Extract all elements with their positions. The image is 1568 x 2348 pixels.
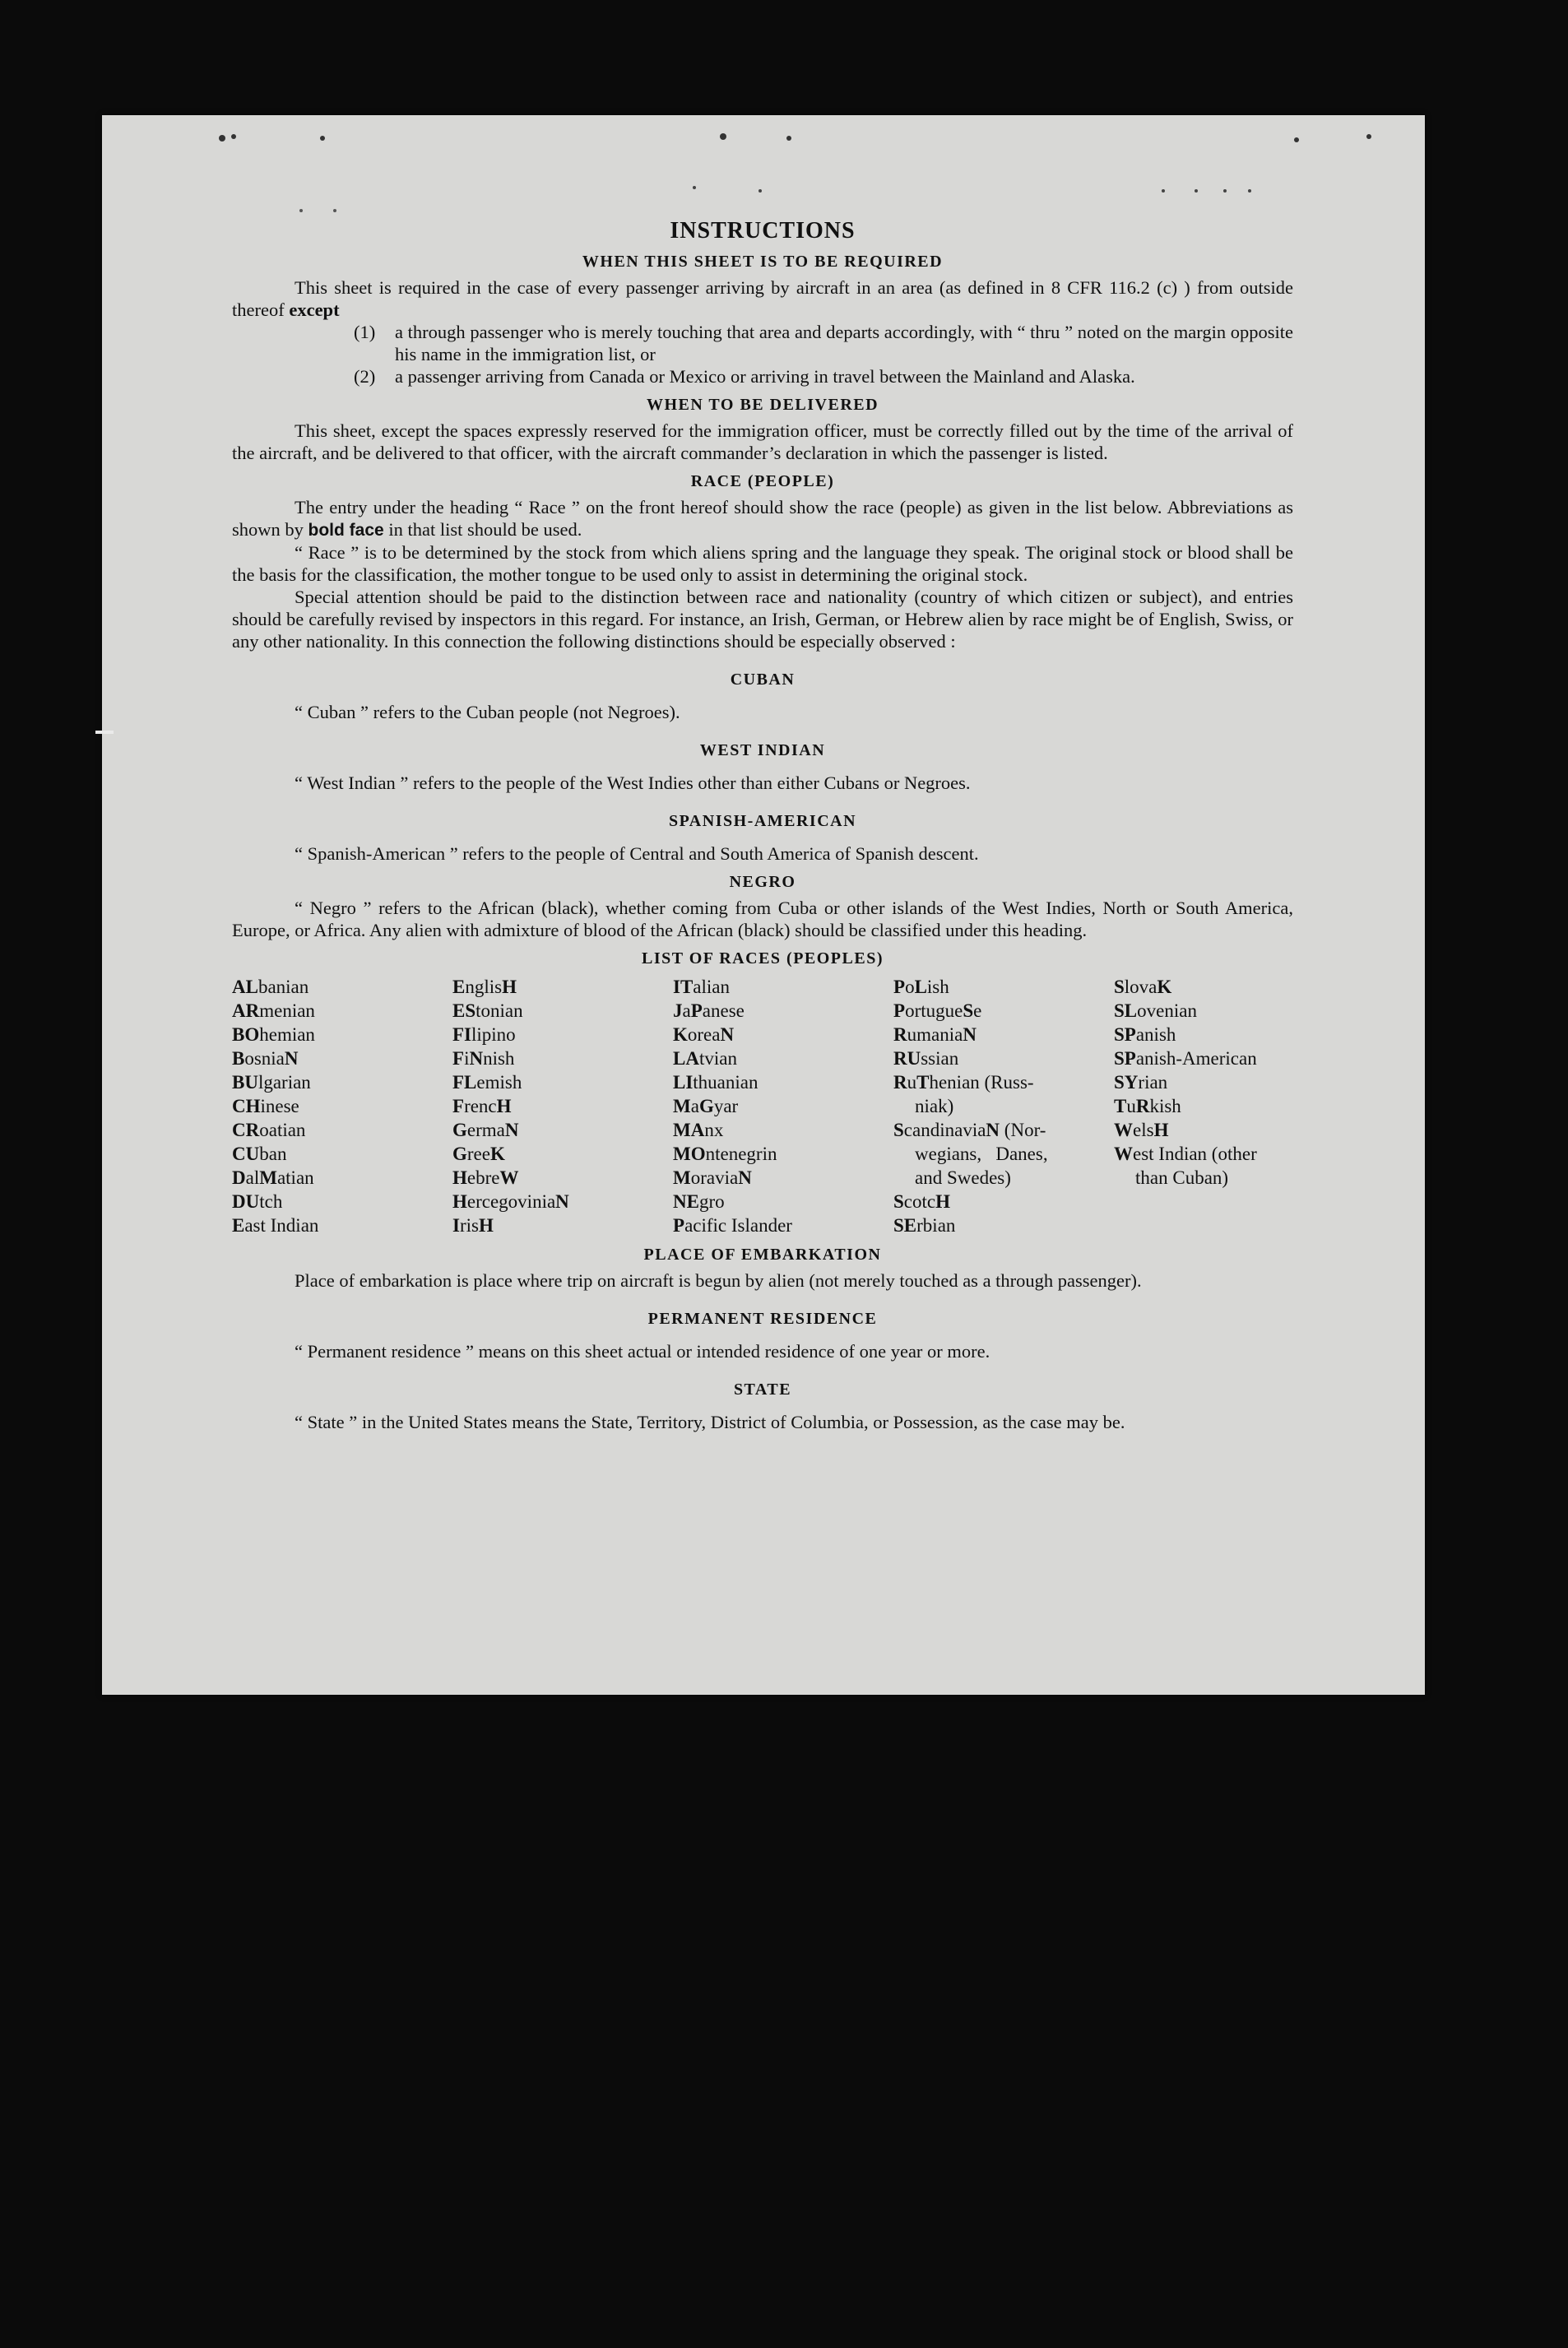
heading-cuban: CUBAN <box>730 671 796 689</box>
heading-required: WHEN THIS SHEET IS TO BE REQUIRED <box>582 253 944 271</box>
race-abbreviation: S <box>893 1191 904 1212</box>
race-text: lipino <box>471 1024 516 1045</box>
race-entry: niak) <box>915 1096 954 1116</box>
race-entry <box>232 1190 452 1213</box>
race-entry <box>673 1166 893 1190</box>
race-text: osnia <box>244 1048 285 1069</box>
race-abbreviation: BO <box>232 1024 260 1045</box>
instructions-body <box>232 218 1293 1433</box>
race-abbreviation: SE <box>893 1215 917 1236</box>
race-entry <box>452 999 673 1023</box>
race-entry <box>673 1046 893 1070</box>
race-paragraph-1 <box>232 496 1293 541</box>
race-abbreviation: G <box>698 1096 714 1116</box>
race-entry <box>452 1023 673 1046</box>
race-abbreviation: BU <box>232 1072 258 1093</box>
race-entry <box>1114 1094 1311 1118</box>
race-text: hemian <box>259 1024 315 1045</box>
race-abbreviation: AR <box>232 1000 260 1021</box>
heading-delivered: WHEN TO BE DELIVERED <box>646 396 879 414</box>
race-text: cotc <box>903 1191 936 1212</box>
races-column <box>673 975 893 1237</box>
race-text: nglis <box>465 977 503 997</box>
race-abbreviation: CH <box>232 1096 261 1116</box>
race-abbreviation: H <box>496 1096 512 1116</box>
race-abbreviation: E <box>232 1215 245 1236</box>
race-text: anish <box>1135 1024 1176 1045</box>
race-text: a <box>682 1000 691 1021</box>
race-entry <box>1114 1070 1311 1094</box>
race-entry <box>893 1213 1114 1237</box>
race-text: alian <box>693 977 730 997</box>
cuban-text: “ Cuban ” refers to the Cuban people (not Negroes). <box>295 702 680 722</box>
race-abbreviation: N <box>986 1120 1000 1140</box>
race-abbreviation: H <box>935 1191 950 1212</box>
race-abbreviation: G <box>452 1144 467 1164</box>
race-abbreviation: W <box>499 1167 519 1188</box>
race-text: inese <box>260 1096 299 1116</box>
race-entry <box>452 1070 673 1094</box>
race-text: thuanian <box>693 1072 758 1093</box>
races-column <box>893 975 1114 1237</box>
race-abbreviation: MO <box>673 1144 706 1164</box>
race-abbreviation: DU <box>232 1191 260 1212</box>
race-text: ercegovinia <box>466 1191 556 1212</box>
race-entry <box>673 1094 893 1118</box>
race-text: lgarian <box>257 1072 311 1093</box>
race-text: oatian <box>259 1120 306 1140</box>
race-entry <box>232 1046 452 1070</box>
required-intro-except: except <box>289 299 340 320</box>
race-text: anish-American <box>1135 1048 1257 1069</box>
race-abbreviation: SY <box>1114 1072 1139 1093</box>
race-text: orea <box>687 1024 721 1045</box>
race-abbreviation: K <box>673 1024 688 1045</box>
race-abbreviation: H <box>452 1167 467 1188</box>
race-abbreviation: W <box>1114 1120 1133 1140</box>
race-text: menian <box>259 1000 315 1021</box>
race-text: ssian <box>921 1048 959 1069</box>
race-text: atian <box>276 1167 314 1188</box>
race-entry <box>673 1023 893 1046</box>
race-abbreviation: RU <box>893 1048 921 1069</box>
race-abbreviation: N <box>720 1024 735 1045</box>
race-entry <box>893 999 1114 1023</box>
race-text: lova <box>1124 977 1157 997</box>
race-text: u <box>907 1072 917 1093</box>
races-column <box>1114 975 1311 1237</box>
race-entry <box>1114 1142 1311 1166</box>
race-abbreviation: H <box>1153 1120 1169 1140</box>
west-indian-text: “ West Indian ” refers to the people of the West Indies other than either Cubans or Negroes. <box>295 773 971 793</box>
race-abbreviation: K <box>489 1144 505 1164</box>
race-abbreviation: J <box>673 1000 683 1021</box>
spanish-american-text: “ Spanish-American ” refers to the people of Central and South America of Spanish descent. <box>295 843 979 864</box>
race-abbreviation: F <box>452 1096 465 1116</box>
race-p1-start: The entry under the heading “ Race ” on the front hereof should show the race (people) as given in the list below. Abbreviations as shown by <box>232 497 1293 540</box>
race-abbreviation: P <box>690 1000 703 1021</box>
race-entry <box>1114 1023 1311 1046</box>
race-p1-end: in that list should be used. <box>383 519 582 540</box>
race-abbreviation: D <box>232 1167 246 1188</box>
race-abbreviation: AL <box>232 977 258 997</box>
races-table <box>232 975 1293 1237</box>
race-text: rbian <box>916 1215 956 1236</box>
required-item-1 <box>354 321 1293 365</box>
race-entry <box>452 1142 673 1166</box>
race-entry <box>452 1118 673 1142</box>
race-entry <box>673 1142 893 1166</box>
heading-race: RACE (PEOPLE) <box>690 472 835 490</box>
required-item-2 <box>354 365 1293 387</box>
race-abbreviation: SP <box>1114 1048 1136 1069</box>
race-text: ris <box>459 1215 479 1236</box>
race-entry <box>1114 999 1311 1023</box>
race-abbreviation: N <box>555 1191 569 1212</box>
race-abbreviation: P <box>893 1000 906 1021</box>
embarkation-text: Place of embarkation is place where trip on aircraft is begun by alien (not merely touched as a through passenger). <box>295 1270 1142 1291</box>
race-text: u <box>1126 1096 1136 1116</box>
race-abbreviation: NE <box>673 1191 699 1212</box>
race-entry <box>893 1118 1114 1142</box>
race-text: ish <box>926 977 949 997</box>
race-paragraph-2: “ Race ” is to be determined by the stock from which aliens spring and the language they speak. The original stock or blood shall be the basis for the classification, the mother tongue to be used only to assist in determining the original stock. <box>232 542 1293 585</box>
heading-negro: NEGRO <box>729 873 796 891</box>
race-entry <box>673 1070 893 1094</box>
race-text: emish <box>476 1072 522 1093</box>
race-abbreviation: I <box>452 1215 460 1236</box>
race-text: nx <box>704 1120 724 1140</box>
races-column <box>452 975 673 1237</box>
race-abbreviation: FI <box>452 1024 471 1045</box>
race-text: ebre <box>466 1167 500 1188</box>
race-abbreviation: M <box>673 1096 691 1116</box>
race-entry <box>452 1094 673 1118</box>
race-abbreviation: T <box>1114 1096 1127 1116</box>
race-text: al <box>245 1167 260 1188</box>
page-title: INSTRUCTIONS <box>670 218 856 244</box>
race-entry: than Cuban) <box>1135 1167 1229 1188</box>
race-abbreviation: M <box>673 1167 691 1188</box>
race-text: ast Indian <box>244 1215 319 1236</box>
race-abbreviation: K <box>1157 977 1172 997</box>
residence-text: “ Permanent residence ” means on this sheet actual or intended residence of one year or more. <box>295 1341 990 1362</box>
race-text: umania <box>907 1024 963 1045</box>
race-entry <box>673 1190 893 1213</box>
required-item-2-number: (2) <box>354 366 376 387</box>
race-text: ban <box>259 1144 287 1164</box>
race-text: els <box>1133 1120 1154 1140</box>
heading-state: STATE <box>733 1380 792 1399</box>
race-text: acific Islander <box>684 1215 792 1236</box>
race-entry <box>893 975 1114 999</box>
race-text: i <box>464 1048 470 1069</box>
required-intro-text: This sheet is required in the case of every passenger arriving by aircraft in an area (as defined in 8 CFR 116.2 (c) ) from outside thereof <box>232 277 1293 320</box>
race-abbreviation: S <box>1114 977 1125 997</box>
race-paragraph-3: Special attention should be paid to the distinction between race and nationality (country of which citizen or subject), and entries should be carefully revised by inspectors in this regard. For instance, an Irish, German, or Hebrew alien by race might be of English, Swiss, or any other nationality. In this connection the following distinctions should be especially observed : <box>232 587 1293 652</box>
race-p1-bold-face: bold face <box>308 521 384 540</box>
race-abbreviation: S <box>963 1000 974 1021</box>
race-entry <box>452 975 673 999</box>
race-entry <box>673 1118 893 1142</box>
race-abbreviation: SL <box>1114 1000 1138 1021</box>
required-item-1-number: (1) <box>354 322 376 342</box>
race-entry <box>232 1023 452 1046</box>
heading-west-indian: WEST INDIAN <box>699 741 826 759</box>
required-item-2-text: a passenger arriving from Canada or Mexico or arriving in travel between the Mainland and Alaska. <box>395 366 1135 387</box>
race-abbreviation: SP <box>1114 1024 1136 1045</box>
race-abbreviation: W <box>1114 1144 1133 1164</box>
race-abbreviation: ES <box>452 1000 476 1021</box>
race-abbreviation: E <box>452 977 466 997</box>
race-text: candinavia <box>903 1120 986 1140</box>
race-abbreviation: N <box>284 1048 299 1069</box>
race-entry <box>893 1023 1114 1046</box>
race-abbreviation: FL <box>452 1072 477 1093</box>
race-text: oravia <box>690 1167 739 1188</box>
race-abbreviation: F <box>452 1048 465 1069</box>
race-abbreviation: LA <box>673 1048 699 1069</box>
race-abbreviation: CR <box>232 1120 260 1140</box>
race-text: ntenegrin <box>705 1144 777 1164</box>
race-entry <box>893 1046 1114 1070</box>
state-text: “ State ” in the United States means the State, Territory, District of Columbia, or Possession, as the case may be. <box>295 1412 1125 1432</box>
race-text: ovenian <box>1137 1000 1197 1021</box>
race-entry <box>232 1118 452 1142</box>
race-entry: and Swedes) <box>915 1167 1011 1188</box>
race-text: tch <box>259 1191 283 1212</box>
race-text: nish <box>483 1048 515 1069</box>
race-entry <box>232 975 452 999</box>
race-entry <box>1114 975 1311 999</box>
race-text: yar <box>713 1096 739 1116</box>
race-entry <box>893 1070 1114 1094</box>
race-abbreviation: G <box>452 1120 467 1140</box>
races-column <box>232 975 452 1237</box>
negro-text: “ Negro ” refers to the African (black), whether coming from Cuba or other islands of the West Indies, North or South America, Europe, or Africa. Any alien with admixture of blood of the African (black) should be classified under this heading. <box>232 898 1293 940</box>
race-entry <box>232 1070 452 1094</box>
race-abbreviation: IT <box>673 977 694 997</box>
race-abbreviation: R <box>1135 1096 1150 1116</box>
race-entry <box>452 1190 673 1213</box>
race-entry <box>673 999 893 1023</box>
race-text: e <box>973 1000 982 1021</box>
race-entry <box>1114 1046 1311 1070</box>
race-entry <box>893 1190 1114 1213</box>
margin-mark <box>95 731 114 734</box>
race-text: erma <box>466 1120 505 1140</box>
race-abbreviation: M <box>259 1167 277 1188</box>
race-abbreviation: N <box>469 1048 484 1069</box>
race-abbreviation: L <box>914 977 927 997</box>
race-entry <box>673 975 893 999</box>
race-abbreviation: N <box>504 1120 519 1140</box>
heading-embarkation: PLACE OF EMBARKATION <box>643 1246 882 1264</box>
race-text: o <box>905 977 915 997</box>
race-abbreviation: MA <box>673 1120 705 1140</box>
race-entry <box>673 1213 893 1237</box>
race-text: rian <box>1138 1072 1168 1093</box>
race-abbreviation: N <box>963 1024 977 1045</box>
race-entry <box>232 1213 452 1237</box>
race-abbreviation: B <box>232 1048 245 1069</box>
race-abbreviation: P <box>893 977 906 997</box>
race-text: anese <box>702 1000 745 1021</box>
heading-list-of-races: LIST OF RACES (PEOPLES) <box>641 949 884 968</box>
race-abbreviation: CU <box>232 1144 260 1164</box>
race-entry <box>232 1142 452 1166</box>
race-text: tonian <box>476 1000 523 1021</box>
race-text: ortugue <box>905 1000 963 1021</box>
race-abbreviation: H <box>452 1191 467 1212</box>
heading-spanish-american: SPANISH-AMERICAN <box>668 812 857 830</box>
race-text: gro <box>698 1191 725 1212</box>
race-text: ree <box>466 1144 490 1164</box>
race-text: henian (Russ- <box>929 1072 1034 1093</box>
race-abbreviation: R <box>893 1072 907 1093</box>
race-text: banian <box>257 977 309 997</box>
race-abbreviation: LI <box>673 1072 694 1093</box>
required-item-1-text: a through passenger who is merely touching that area and departs accordingly, with “ thru ” noted on the margin opposite his name in the immigration list, or <box>395 322 1293 364</box>
race-abbreviation: H <box>478 1215 494 1236</box>
delivered-text: This sheet, except the spaces expressly reserved for the immigration officer, must be correctly filled out by the time of the arrival of the aircraft, and be delivered to that officer, with the aircraft commander’s declaration in which the passenger is listed. <box>232 420 1293 463</box>
race-text: est Indian (other <box>1133 1144 1257 1164</box>
heading-residence: PERMANENT RESIDENCE <box>647 1310 878 1328</box>
race-entry: wegians, Danes, <box>915 1144 1048 1164</box>
document-page <box>102 115 1425 1695</box>
race-entry <box>1114 1118 1311 1142</box>
race-entry <box>452 1046 673 1070</box>
race-abbreviation: H <box>502 977 517 997</box>
race-text: renc <box>464 1096 497 1116</box>
race-entry <box>452 1213 673 1237</box>
race-abbreviation: N <box>738 1167 752 1188</box>
race-entry <box>452 1166 673 1190</box>
race-entry <box>232 1166 452 1190</box>
race-text: tvian <box>698 1048 737 1069</box>
race-abbreviation: R <box>893 1024 907 1045</box>
race-text: (Nor- <box>1000 1120 1046 1140</box>
race-abbreviation: P <box>673 1215 685 1236</box>
race-entry <box>232 1094 452 1118</box>
race-abbreviation: T <box>916 1072 930 1093</box>
required-intro <box>232 276 1293 321</box>
race-text: kish <box>1149 1096 1181 1116</box>
race-abbreviation: S <box>893 1120 904 1140</box>
race-entry <box>232 999 452 1023</box>
race-text: a <box>690 1096 699 1116</box>
